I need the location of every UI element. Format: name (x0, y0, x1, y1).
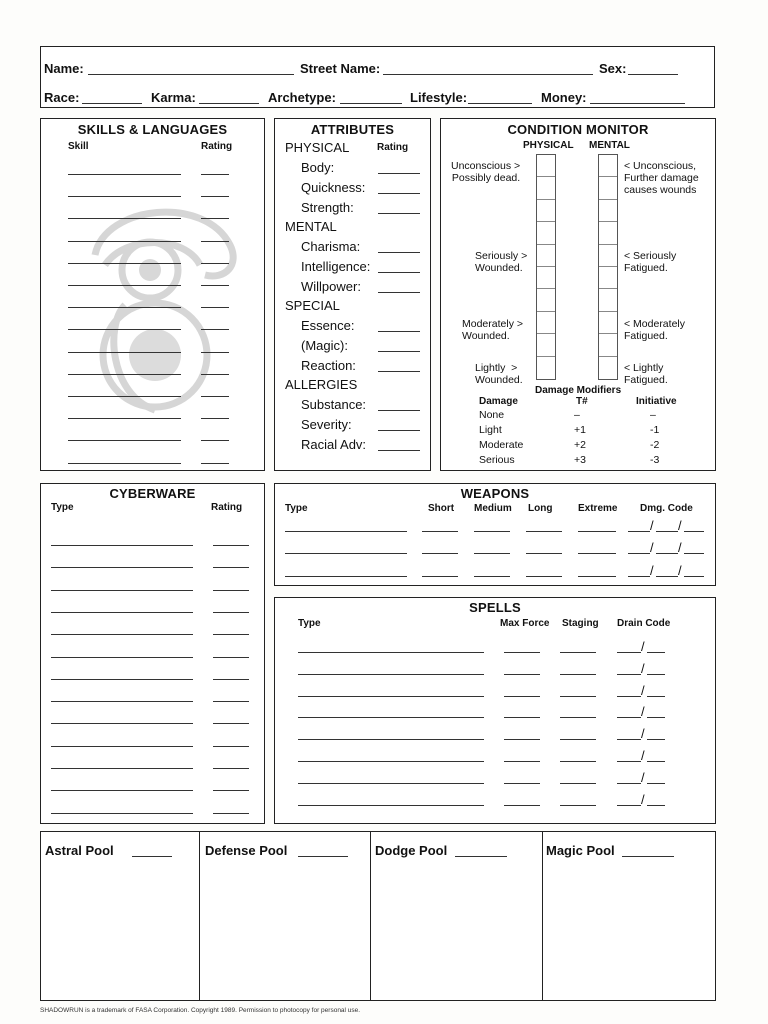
cyberware-rating-field[interactable] (213, 567, 249, 568)
slash-separator: / (678, 563, 682, 578)
skill-name-field[interactable] (68, 285, 181, 286)
cyberware-type-field[interactable] (51, 545, 193, 546)
slash-separator: / (641, 704, 645, 720)
identity-box (40, 46, 715, 108)
spell-drain-level-field[interactable] (647, 717, 665, 718)
damage-tn-cell: – (574, 409, 580, 421)
damage-col-damage: Damage (479, 396, 518, 407)
attr-intelligence-field[interactable] (378, 272, 420, 273)
attr-physical-heading: PHYSICAL (285, 140, 350, 155)
copyright-footer: SHADOWRUN is a trademark of FASA Corporation. Copyright 1989. Permission to photocopy for personal use. (40, 1007, 361, 1014)
karma-field[interactable] (199, 103, 259, 104)
spell-drain-level-field[interactable] (647, 696, 665, 697)
spell-max-force-field[interactable] (504, 805, 540, 806)
street-name-field[interactable] (383, 74, 593, 75)
cyberware-type-field[interactable] (51, 590, 193, 591)
attr-strength-label: Strength: (301, 200, 354, 215)
spell-type-field[interactable] (298, 674, 484, 675)
spell-type-field[interactable] (298, 761, 484, 762)
damage-modifiers-title: Damage Modifiers (535, 385, 622, 396)
damage-col-initiative: Initiative (636, 396, 677, 407)
weapons-col-dmg-code: Dmg. Code (640, 503, 693, 514)
attr-essence-field[interactable] (378, 331, 420, 332)
spell-max-force-field[interactable] (504, 739, 540, 740)
defense-pool-label: Defense Pool (205, 843, 288, 858)
spells-col-max-force: Max Force (500, 618, 550, 629)
weapon-type-field[interactable] (285, 576, 407, 577)
pool-divider (370, 831, 371, 1001)
spell-staging-field[interactable] (560, 805, 596, 806)
skill-rating-field[interactable] (201, 241, 229, 242)
spells-title: SPELLS (469, 600, 521, 615)
attr-charisma-field[interactable] (378, 252, 420, 253)
name-field[interactable] (88, 74, 294, 75)
weapon-short-field[interactable] (422, 553, 458, 554)
attr-mental-heading: MENTAL (285, 219, 337, 234)
skill-name-field[interactable] (68, 307, 181, 308)
damage-initiative-cell: -3 (650, 454, 660, 466)
skill-rating-field[interactable] (201, 463, 229, 464)
attr-severity-field[interactable] (378, 430, 420, 431)
cyberware-rating-field[interactable] (213, 723, 249, 724)
physical-unconscious-label: Unconscious > Possibly dead. (451, 160, 521, 184)
spell-drain-power-field[interactable] (617, 739, 641, 740)
name-label: Name: (44, 61, 84, 76)
mental-damage-track[interactable] (598, 154, 618, 380)
attributes-title: ATTRIBUTES (310, 122, 395, 137)
spell-type-field[interactable] (298, 717, 484, 718)
condition-mental-heading: MENTAL (589, 140, 630, 151)
spell-max-force-field[interactable] (504, 783, 540, 784)
archetype-field[interactable] (340, 103, 402, 104)
slash-separator: / (641, 639, 645, 654)
magic-pool-field[interactable] (622, 856, 674, 857)
attr-reaction-field[interactable] (378, 371, 420, 372)
skill-rating-field[interactable] (201, 418, 229, 419)
skill-name-field[interactable] (68, 196, 181, 197)
spell-drain-level-field[interactable] (647, 674, 665, 675)
weapon-type-field[interactable] (285, 531, 407, 532)
mental-unconscious-label: < Unconscious, Further damage causes wounds (624, 160, 699, 196)
spell-staging-field[interactable] (560, 739, 596, 740)
skills-col-skill: Skill (68, 141, 89, 152)
skill-rating-field[interactable] (201, 263, 229, 264)
lifestyle-field[interactable] (468, 103, 532, 104)
cyberware-title: CYBERWARE (109, 486, 196, 501)
spell-drain-level-field[interactable] (647, 783, 665, 784)
skill-name-field[interactable] (68, 418, 181, 419)
money-field[interactable] (590, 103, 685, 104)
attr-reaction-label: Reaction: (301, 358, 356, 373)
skill-name-field[interactable] (68, 174, 181, 175)
cyberware-type-field[interactable] (51, 634, 193, 635)
spell-type-field[interactable] (298, 783, 484, 784)
attr-strength-field[interactable] (378, 213, 420, 214)
physical-light-label: Lightly > Wounded. (475, 362, 523, 386)
attr-willpower-field[interactable] (378, 292, 420, 293)
weapon-long-field[interactable] (526, 531, 562, 532)
spell-max-force-field[interactable] (504, 652, 540, 653)
cyberware-rating-field[interactable] (213, 701, 249, 702)
attr-charisma-label: Charisma: (301, 239, 361, 254)
cyberware-col-type: Type (51, 502, 74, 513)
slash-separator: / (678, 540, 682, 555)
magic-pool-label: Magic Pool (546, 843, 615, 858)
cyberware-type-field[interactable] (51, 567, 193, 568)
cyberware-rating-field[interactable] (213, 545, 249, 546)
damage-initiative-cell: -1 (650, 424, 660, 436)
weapon-short-field[interactable] (422, 531, 458, 532)
skill-name-field[interactable] (68, 440, 181, 441)
weapon-medium-field[interactable] (474, 576, 510, 577)
cyberware-type-field[interactable] (51, 723, 193, 724)
spell-type-field[interactable] (298, 739, 484, 740)
attr-body-field[interactable] (378, 173, 420, 174)
cyberware-rating-field[interactable] (213, 612, 249, 613)
astral-pool-field[interactable] (132, 856, 172, 857)
cyberware-rating-field[interactable] (213, 634, 249, 635)
pool-divider (199, 831, 200, 1001)
slash-separator: / (641, 660, 645, 676)
lifestyle-label: Lifestyle: (410, 90, 468, 105)
spell-staging-field[interactable] (560, 674, 596, 675)
weapon-dmg-power-field[interactable] (628, 553, 650, 554)
weapon-extreme-field[interactable] (578, 531, 616, 532)
spell-type-field[interactable] (298, 652, 484, 653)
weapon-dmg-staging-field[interactable] (684, 553, 704, 554)
sex-field[interactable] (628, 74, 678, 75)
slash-separator: / (650, 540, 654, 555)
weapons-col-long: Long (528, 503, 553, 514)
spell-drain-level-field[interactable] (647, 761, 665, 762)
skill-name-field[interactable] (68, 241, 181, 242)
spell-max-force-field[interactable] (504, 717, 540, 718)
attr-magic-label: (Magic): (301, 338, 348, 353)
spell-drain-power-field[interactable] (617, 717, 641, 718)
skill-rating-field[interactable] (201, 174, 229, 175)
attr-racial-adv-label: Racial Adv: (301, 437, 367, 452)
attr-substance-field[interactable] (378, 410, 420, 411)
attributes-box (274, 118, 431, 471)
spells-col-staging: Staging (562, 618, 599, 629)
damage-initiative-cell: -2 (650, 439, 660, 451)
damage-tn-cell: +1 (574, 424, 586, 436)
attr-quickness-field[interactable] (378, 193, 420, 194)
attr-intelligence-label: Intelligence: (301, 259, 371, 274)
money-label: Money: (541, 90, 587, 105)
damage-level-cell: Moderate (479, 439, 524, 451)
cyberware-type-field[interactable] (51, 768, 193, 769)
defense-pool-field[interactable] (298, 856, 348, 857)
spell-drain-power-field[interactable] (617, 696, 641, 697)
attr-allergies-heading: ALLERGIES (285, 377, 358, 392)
cyberware-type-field[interactable] (51, 701, 193, 702)
cyberware-type-field[interactable] (51, 612, 193, 613)
slash-separator: / (641, 682, 645, 698)
skill-name-field[interactable] (68, 463, 181, 464)
attr-essence-label: Essence: (301, 318, 355, 333)
spell-drain-power-field[interactable] (617, 805, 641, 806)
damage-initiative-cell: – (650, 409, 656, 421)
cyberware-type-field[interactable] (51, 790, 193, 791)
skill-name-field[interactable] (68, 218, 181, 219)
spell-type-field[interactable] (298, 805, 484, 806)
slash-separator: / (641, 726, 645, 742)
attr-special-heading: SPECIAL (285, 298, 340, 313)
attr-body-label: Body: (301, 160, 335, 175)
attr-rating-heading: Rating (377, 142, 409, 153)
weapon-extreme-field[interactable] (578, 553, 616, 554)
weapon-dmg-power-field[interactable] (628, 576, 650, 577)
spell-staging-field[interactable] (560, 696, 596, 697)
spell-staging-field[interactable] (560, 652, 596, 653)
spell-drain-level-field[interactable] (647, 652, 665, 653)
dodge-pool-field[interactable] (455, 856, 507, 857)
attr-racial-adv-field[interactable] (378, 450, 420, 451)
cyberware-rating-field[interactable] (213, 790, 249, 791)
weapons-col-medium: Medium (474, 503, 512, 514)
weapon-dmg-staging-field[interactable] (684, 531, 704, 532)
skill-name-field[interactable] (68, 374, 181, 375)
attr-quickness-label: Quickness: (301, 180, 366, 195)
spell-max-force-field[interactable] (504, 696, 540, 697)
weapon-dmg-power-field[interactable] (628, 531, 650, 532)
physical-serious-label: Seriously > Wounded. (475, 250, 528, 274)
skill-rating-field[interactable] (201, 374, 229, 375)
cyberware-rating-field[interactable] (213, 746, 249, 747)
weapon-medium-field[interactable] (474, 553, 510, 554)
dodge-pool-label: Dodge Pool (375, 843, 448, 858)
cyberware-type-field[interactable] (51, 813, 193, 814)
condition-title: CONDITION MONITOR (507, 122, 649, 137)
spell-drain-power-field[interactable] (617, 652, 641, 653)
skill-name-field[interactable] (68, 396, 181, 397)
weapon-dmg-level-field[interactable] (656, 553, 678, 554)
weapon-long-field[interactable] (526, 553, 562, 554)
damage-level-cell: None (479, 409, 505, 421)
spell-max-force-field[interactable] (504, 674, 540, 675)
spell-staging-field[interactable] (560, 783, 596, 784)
skill-name-field[interactable] (68, 263, 181, 264)
spell-drain-power-field[interactable] (617, 761, 641, 762)
slash-separator: / (650, 563, 654, 578)
spell-staging-field[interactable] (560, 717, 596, 718)
damage-level-cell: Serious (479, 454, 515, 466)
spell-drain-power-field[interactable] (617, 783, 641, 784)
spells-col-type: Type (298, 618, 321, 629)
dragon-emblem-icon (65, 185, 250, 425)
damage-tn-cell: +3 (574, 454, 586, 466)
damage-tn-cell: +2 (574, 439, 586, 451)
skill-rating-field[interactable] (201, 329, 229, 330)
sex-label: Sex: (599, 61, 627, 76)
skill-name-field[interactable] (68, 329, 181, 330)
cyberware-col-rating: Rating (211, 502, 243, 513)
cyberware-rating-field[interactable] (213, 768, 249, 769)
astral-pool-label: Astral Pool (45, 843, 114, 858)
weapon-long-field[interactable] (526, 576, 562, 577)
spell-max-force-field[interactable] (504, 761, 540, 762)
slash-separator: / (641, 748, 645, 763)
race-field[interactable] (82, 103, 142, 104)
attr-severity-label: Severity: (301, 417, 352, 432)
cyberware-rating-field[interactable] (213, 590, 249, 591)
spell-drain-level-field[interactable] (647, 805, 665, 806)
skill-rating-field[interactable] (201, 196, 229, 197)
slash-separator: / (678, 518, 682, 533)
cyberware-type-field[interactable] (51, 657, 193, 658)
attr-willpower-label: Willpower: (301, 279, 361, 294)
cyberware-rating-field[interactable] (213, 813, 249, 814)
skills-title: SKILLS & LANGUAGES (77, 122, 228, 137)
damage-level-cell: Light (479, 424, 502, 436)
attr-substance-label: Substance: (301, 397, 367, 412)
slash-separator: / (641, 791, 645, 807)
physical-damage-track[interactable] (536, 154, 556, 380)
mental-serious-label: < Seriously Fatigued. (624, 250, 677, 274)
cyberware-type-field[interactable] (51, 746, 193, 747)
skill-rating-field[interactable] (201, 285, 229, 286)
cyberware-type-field[interactable] (51, 679, 193, 680)
cyberware-rating-field[interactable] (213, 679, 249, 680)
weapon-dmg-level-field[interactable] (656, 576, 678, 577)
skill-rating-field[interactable] (201, 440, 229, 441)
slash-separator: / (641, 769, 645, 785)
weapons-col-short: Short (428, 503, 455, 514)
street-name-label: Street Name: (300, 61, 381, 76)
archetype-label: Archetype: (268, 90, 336, 105)
race-label: Race: (44, 90, 80, 105)
weapon-dmg-staging-field[interactable] (684, 576, 704, 577)
spells-box (274, 597, 716, 824)
cyberware-box (40, 483, 265, 824)
karma-label: Karma: (151, 90, 196, 105)
spell-type-field[interactable] (298, 696, 484, 697)
attr-magic-field[interactable] (378, 351, 420, 352)
pool-divider (542, 831, 543, 1001)
slash-separator: / (650, 518, 654, 533)
weapons-col-type: Type (285, 503, 308, 514)
skill-rating-field[interactable] (201, 396, 229, 397)
skill-rating-field[interactable] (201, 352, 229, 353)
weapon-medium-field[interactable] (474, 531, 510, 532)
mental-light-label: < Lightly Fatigued. (624, 362, 668, 386)
skill-rating-field[interactable] (201, 218, 229, 219)
condition-physical-heading: PHYSICAL (523, 140, 574, 151)
spell-drain-level-field[interactable] (647, 739, 665, 740)
spell-drain-power-field[interactable] (617, 674, 641, 675)
weapons-title: WEAPONS (460, 486, 530, 501)
spells-col-drain-code: Drain Code (617, 618, 671, 629)
weapon-short-field[interactable] (422, 576, 458, 577)
physical-moderate-label: Moderately > Wounded. (462, 318, 523, 342)
skills-col-rating: Rating (201, 141, 233, 152)
mental-moderate-label: < Moderately Fatigued. (624, 318, 685, 342)
weapons-col-extreme: Extreme (578, 503, 618, 514)
spell-staging-field[interactable] (560, 761, 596, 762)
skill-name-field[interactable] (68, 352, 181, 353)
skill-rating-field[interactable] (201, 307, 229, 308)
damage-col-tn: T# (576, 396, 588, 407)
cyberware-rating-field[interactable] (213, 657, 249, 658)
weapon-extreme-field[interactable] (578, 576, 616, 577)
weapon-type-field[interactable] (285, 553, 407, 554)
weapon-dmg-level-field[interactable] (656, 531, 678, 532)
